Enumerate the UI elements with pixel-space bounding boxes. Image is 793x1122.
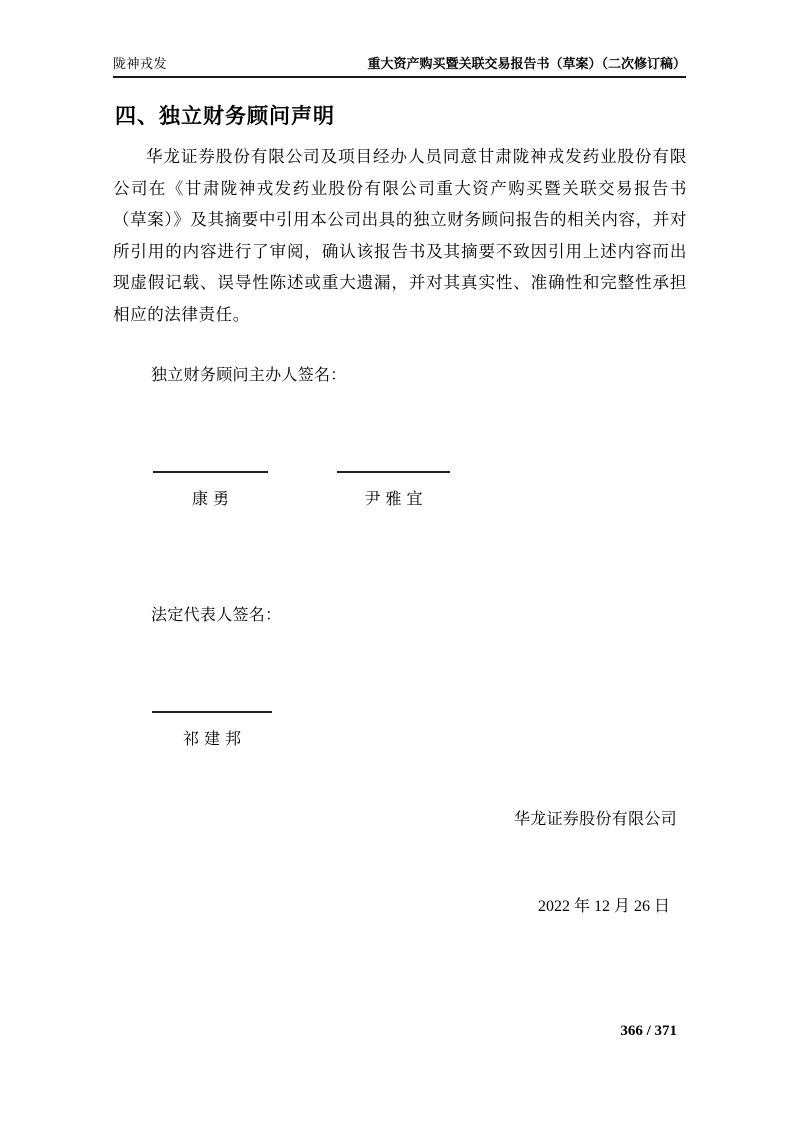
signature-block xyxy=(152,711,272,749)
header-short-title: 陇神戎发 xyxy=(113,56,168,71)
signature-block xyxy=(153,471,268,509)
document-date: 2022 年 12 月 26 日 xyxy=(537,898,670,915)
section-title: 四、独立财务顾问声明 xyxy=(115,105,335,128)
legal-rep-signature-row xyxy=(152,711,272,749)
legal-rep-signature-label: 法定代表人签名： xyxy=(151,607,282,624)
company-name: 华龙证券股份有限公司 xyxy=(513,811,677,828)
legal-rep-signer-name: 祁建邦 xyxy=(182,731,246,748)
advisor-signature-label: 独立财务顾问主办人签名： xyxy=(151,367,347,384)
declaration-paragraph: 华龙证券股份有限公司及项目经办人员同意甘肃陇神戎发药业股份有限公司在《甘肃陇神戎发药业股份有限公司重大资产购买暨关联交易报告书（草案）》及其摘要中引用本公司出具的独立财务顾问报告的相关内容，并对所引用的内容进行了审阅，确认该报告书及其摘要不致因引用上述内容而出现虚假记载、误导性陈述或重大遗漏，并对其真实性、准确性和完整性承担相应的法律责任。 xyxy=(113,147,687,324)
signature-line xyxy=(337,471,450,473)
signature-line xyxy=(152,711,272,713)
advisor-signature-row xyxy=(153,471,450,509)
signature-line xyxy=(153,471,268,473)
page-number: 366 / 371 xyxy=(620,1023,677,1039)
advisor-signer-name: 康勇 xyxy=(191,491,234,508)
signature-block xyxy=(337,471,450,509)
advisor-signer-name: 尹雅宜 xyxy=(364,491,428,508)
header-report-title: 重大资产购买暨关联交易报告书（草案）（二次修订稿） xyxy=(367,56,686,71)
page-header xyxy=(113,53,686,78)
